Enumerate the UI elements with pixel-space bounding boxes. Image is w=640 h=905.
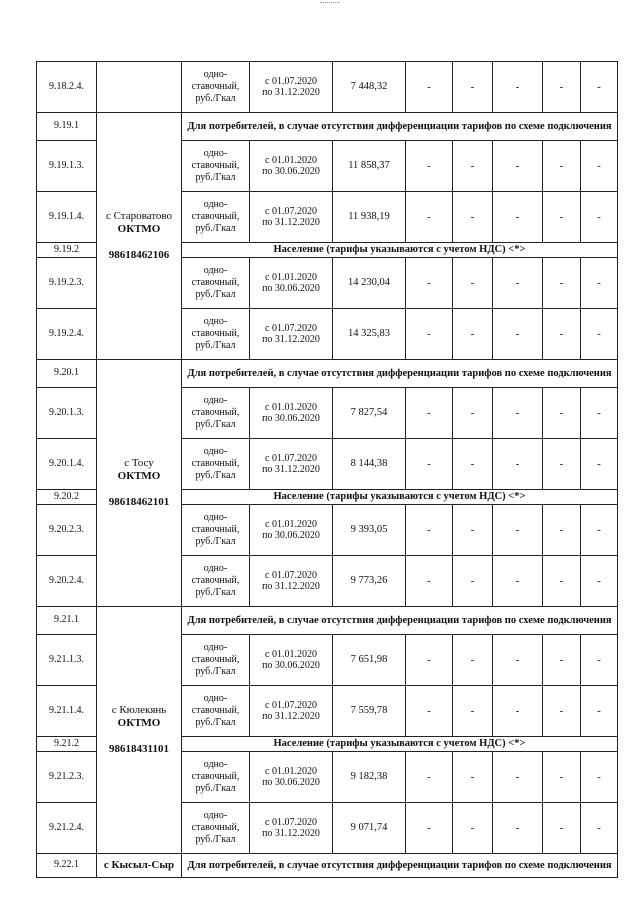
row-code: 9.21.1 bbox=[37, 607, 97, 635]
empty-value: - bbox=[493, 309, 543, 360]
empty-value: - bbox=[581, 686, 618, 737]
row-code: 9.19.1.4. bbox=[37, 192, 97, 243]
rate-type: одно-ставочный, руб./Гкал bbox=[182, 803, 250, 854]
tariff-value: 9 393,05 bbox=[333, 505, 406, 556]
empty-value: - bbox=[406, 752, 453, 803]
period-start: с 01.07.2020 bbox=[265, 699, 317, 711]
row-code: 9.22.1 bbox=[37, 854, 97, 878]
empty-value: - bbox=[453, 803, 493, 854]
settlement-cell bbox=[97, 113, 182, 360]
period-end: по 30.06.2020 bbox=[262, 413, 320, 424]
row-code: 9.18.2.4. bbox=[37, 62, 97, 113]
period-end: по 31.12.2020 bbox=[262, 217, 320, 228]
empty-value: - bbox=[581, 556, 618, 607]
empty-value: - bbox=[493, 388, 543, 439]
empty-value: - bbox=[453, 556, 493, 607]
period-end: по 30.06.2020 bbox=[262, 166, 320, 177]
row-code: 9.21.2.4. bbox=[37, 803, 97, 854]
tariff-table bbox=[36, 61, 618, 878]
empty-value: - bbox=[406, 505, 453, 556]
consumer-group-header: Для потребителей, в случае отсутствия дифференциации тарифов по схеме подключения bbox=[182, 854, 618, 878]
rate-type: одно-ставочный, руб./Гкал bbox=[182, 192, 250, 243]
period bbox=[250, 141, 333, 192]
oktmo-label: ОКТМО bbox=[117, 716, 161, 729]
empty-value: - bbox=[581, 258, 618, 309]
empty-value: - bbox=[581, 505, 618, 556]
oktmo-code: 98618462101 bbox=[108, 496, 170, 509]
period-end: по 31.12.2020 bbox=[262, 334, 320, 345]
tariff-document-page bbox=[36, 61, 617, 878]
empty-value: - bbox=[453, 686, 493, 737]
settlement-name: с Кысыл-Сыр bbox=[103, 859, 175, 872]
empty-value: - bbox=[453, 635, 493, 686]
empty-value: - bbox=[543, 192, 581, 243]
empty-value: - bbox=[453, 141, 493, 192]
rate-type: одно-ставочный, руб./Гкал bbox=[182, 388, 250, 439]
population-header: Население (тарифы указываются с учетом НДС) <*> bbox=[182, 490, 618, 505]
period-start: с 01.07.2020 bbox=[265, 452, 317, 464]
period bbox=[250, 388, 333, 439]
row-code: 9.20.1 bbox=[37, 360, 97, 388]
settlement-cell bbox=[97, 854, 182, 878]
tariff-value: 7 651,98 bbox=[333, 635, 406, 686]
period-start: с 01.01.2020 bbox=[265, 518, 317, 530]
empty-value: - bbox=[493, 141, 543, 192]
empty-value: - bbox=[581, 803, 618, 854]
oktmo-label: ОКТМО bbox=[117, 222, 161, 235]
period bbox=[250, 192, 333, 243]
period-end: по 31.12.2020 bbox=[262, 87, 320, 98]
oktmo-label: ОКТМО bbox=[117, 469, 161, 482]
period-start: с 01.01.2020 bbox=[265, 648, 317, 660]
consumer-group-header: Для потребителей, в случае отсутствия дифференциации тарифов по схеме подключения bbox=[182, 360, 618, 388]
settlement-name: с Староватово bbox=[105, 210, 173, 223]
row-code: 9.20.1.3. bbox=[37, 388, 97, 439]
empty-value: - bbox=[493, 192, 543, 243]
period-end: по 31.12.2020 bbox=[262, 464, 320, 475]
empty-value: - bbox=[493, 686, 543, 737]
period-end: по 31.12.2020 bbox=[262, 828, 320, 839]
empty-value: - bbox=[543, 309, 581, 360]
rate-type: одно-ставочный, руб./Гкал bbox=[182, 752, 250, 803]
settlement-cell bbox=[97, 360, 182, 607]
period bbox=[250, 556, 333, 607]
empty-value: - bbox=[406, 309, 453, 360]
period-end: по 30.06.2020 bbox=[262, 777, 320, 788]
population-header: Население (тарифы указываются с учетом НДС) <*> bbox=[182, 243, 618, 258]
empty-value: - bbox=[493, 62, 543, 113]
empty-value: - bbox=[581, 752, 618, 803]
rate-type: одно-ставочный, руб./Гкал bbox=[182, 439, 250, 490]
tariff-value: 14 230,04 bbox=[333, 258, 406, 309]
oktmo-code: 98618431101 bbox=[109, 743, 169, 756]
empty-value: - bbox=[453, 439, 493, 490]
empty-value: - bbox=[406, 635, 453, 686]
table-row bbox=[37, 360, 618, 388]
empty-value: - bbox=[493, 752, 543, 803]
period-start: с 01.07.2020 bbox=[265, 205, 317, 217]
tariff-value: 11 858,37 bbox=[333, 141, 406, 192]
empty-value: - bbox=[581, 192, 618, 243]
row-code: 9.19.1 bbox=[37, 113, 97, 141]
settlement-name: с Тосу bbox=[124, 457, 154, 470]
empty-value: - bbox=[581, 439, 618, 490]
empty-value: - bbox=[543, 141, 581, 192]
empty-value: - bbox=[406, 556, 453, 607]
empty-value: - bbox=[581, 388, 618, 439]
empty-value: - bbox=[543, 556, 581, 607]
row-code: 9.21.2.3. bbox=[37, 752, 97, 803]
table-row bbox=[37, 62, 618, 113]
empty-value: - bbox=[493, 635, 543, 686]
row-code: 9.19.1.3. bbox=[37, 141, 97, 192]
period bbox=[250, 62, 333, 113]
period bbox=[250, 803, 333, 854]
table-row bbox=[37, 854, 618, 878]
rate-type: одно-ставочный, руб./Гкал bbox=[182, 309, 250, 360]
empty-value: - bbox=[406, 258, 453, 309]
empty-value: - bbox=[581, 635, 618, 686]
period bbox=[250, 309, 333, 360]
row-code: 9.21.1.3. bbox=[37, 635, 97, 686]
table-row bbox=[37, 607, 618, 635]
rate-type: одно-ставочный, руб./Гкал bbox=[182, 556, 250, 607]
tariff-value: 8 144,38 bbox=[333, 439, 406, 490]
oktmo-code: 98618462106 bbox=[108, 249, 170, 262]
period-start: с 01.01.2020 bbox=[265, 765, 317, 777]
empty-value: - bbox=[453, 258, 493, 309]
rate-type: одно-ставочный, руб./Гкал bbox=[182, 505, 250, 556]
empty-value: - bbox=[543, 258, 581, 309]
period-start: с 01.07.2020 bbox=[265, 322, 317, 334]
rate-type: одно-ставочный, руб./Гкал bbox=[182, 686, 250, 737]
rate-type: одно-ставочный, руб./Гкал bbox=[182, 635, 250, 686]
empty-value: - bbox=[543, 635, 581, 686]
period bbox=[250, 752, 333, 803]
row-code: 9.20.2 bbox=[37, 490, 97, 505]
period bbox=[250, 439, 333, 490]
row-code: 9.20.1.4. bbox=[37, 439, 97, 490]
row-code: 9.19.2.3. bbox=[37, 258, 97, 309]
empty-value: - bbox=[493, 556, 543, 607]
period bbox=[250, 258, 333, 309]
period-start: с 01.07.2020 bbox=[265, 816, 317, 828]
tariff-value: 7 559,78 bbox=[333, 686, 406, 737]
empty-value: - bbox=[543, 752, 581, 803]
empty-value: - bbox=[493, 439, 543, 490]
rate-type: одно-ставочный, руб./Гкал bbox=[182, 141, 250, 192]
scan-mark bbox=[320, 2, 340, 5]
empty-value: - bbox=[406, 803, 453, 854]
period bbox=[250, 505, 333, 556]
consumer-group-header: Для потребителей, в случае отсутствия дифференциации тарифов по схеме подключения bbox=[182, 607, 618, 635]
empty-value: - bbox=[493, 258, 543, 309]
settlement-cell bbox=[97, 607, 182, 854]
empty-value: - bbox=[406, 62, 453, 113]
settlement-cell-prev bbox=[97, 62, 182, 113]
tariff-value: 7 827,54 bbox=[333, 388, 406, 439]
empty-value: - bbox=[453, 752, 493, 803]
period-start: с 01.01.2020 bbox=[265, 271, 317, 283]
empty-value: - bbox=[493, 505, 543, 556]
empty-value: - bbox=[543, 388, 581, 439]
row-code: 9.20.2.3. bbox=[37, 505, 97, 556]
row-code: 9.19.2 bbox=[37, 243, 97, 258]
empty-value: - bbox=[406, 686, 453, 737]
empty-value: - bbox=[453, 388, 493, 439]
tariff-value: 9 773,26 bbox=[333, 556, 406, 607]
period-end: по 30.06.2020 bbox=[262, 283, 320, 294]
empty-value: - bbox=[453, 505, 493, 556]
empty-value: - bbox=[543, 803, 581, 854]
empty-value: - bbox=[581, 62, 618, 113]
period bbox=[250, 635, 333, 686]
population-header: Население (тарифы указываются с учетом НДС) <*> bbox=[182, 737, 618, 752]
period-start: с 01.07.2020 bbox=[265, 75, 317, 87]
tariff-value: 11 938,19 bbox=[333, 192, 406, 243]
tariff-value: 9 071,74 bbox=[333, 803, 406, 854]
row-code: 9.20.2.4. bbox=[37, 556, 97, 607]
empty-value: - bbox=[406, 439, 453, 490]
empty-value: - bbox=[581, 309, 618, 360]
empty-value: - bbox=[543, 686, 581, 737]
consumer-group-header: Для потребителей, в случае отсутствия дифференциации тарифов по схеме подключения bbox=[182, 113, 618, 141]
table-row bbox=[37, 113, 618, 141]
empty-value: - bbox=[543, 505, 581, 556]
row-code: 9.21.2 bbox=[37, 737, 97, 752]
period-start: с 01.01.2020 bbox=[265, 154, 317, 166]
empty-value: - bbox=[581, 141, 618, 192]
row-code: 9.21.1.4. bbox=[37, 686, 97, 737]
empty-value: - bbox=[406, 141, 453, 192]
tariff-value: 14 325,83 bbox=[333, 309, 406, 360]
empty-value: - bbox=[453, 62, 493, 113]
period-end: по 31.12.2020 bbox=[262, 711, 320, 722]
tariff-value: 7 448,32 bbox=[333, 62, 406, 113]
empty-value: - bbox=[493, 803, 543, 854]
empty-value: - bbox=[406, 388, 453, 439]
period-end: по 30.06.2020 bbox=[262, 660, 320, 671]
period-start: с 01.01.2020 bbox=[265, 401, 317, 413]
period-end: по 31.12.2020 bbox=[262, 581, 320, 592]
empty-value: - bbox=[453, 192, 493, 243]
empty-value: - bbox=[543, 62, 581, 113]
settlement-name: с Кюлекянь bbox=[111, 704, 167, 717]
rate-type: одно-ставочный, руб./Гкал bbox=[182, 258, 250, 309]
empty-value: - bbox=[406, 192, 453, 243]
empty-value: - bbox=[453, 309, 493, 360]
period bbox=[250, 686, 333, 737]
rate-type: одно-ставочный, руб./Гкал bbox=[182, 62, 250, 113]
tariff-value: 9 182,38 bbox=[333, 752, 406, 803]
empty-value: - bbox=[543, 439, 581, 490]
row-code: 9.19.2.4. bbox=[37, 309, 97, 360]
period-end: по 30.06.2020 bbox=[262, 530, 320, 541]
period-start: с 01.07.2020 bbox=[265, 569, 317, 581]
